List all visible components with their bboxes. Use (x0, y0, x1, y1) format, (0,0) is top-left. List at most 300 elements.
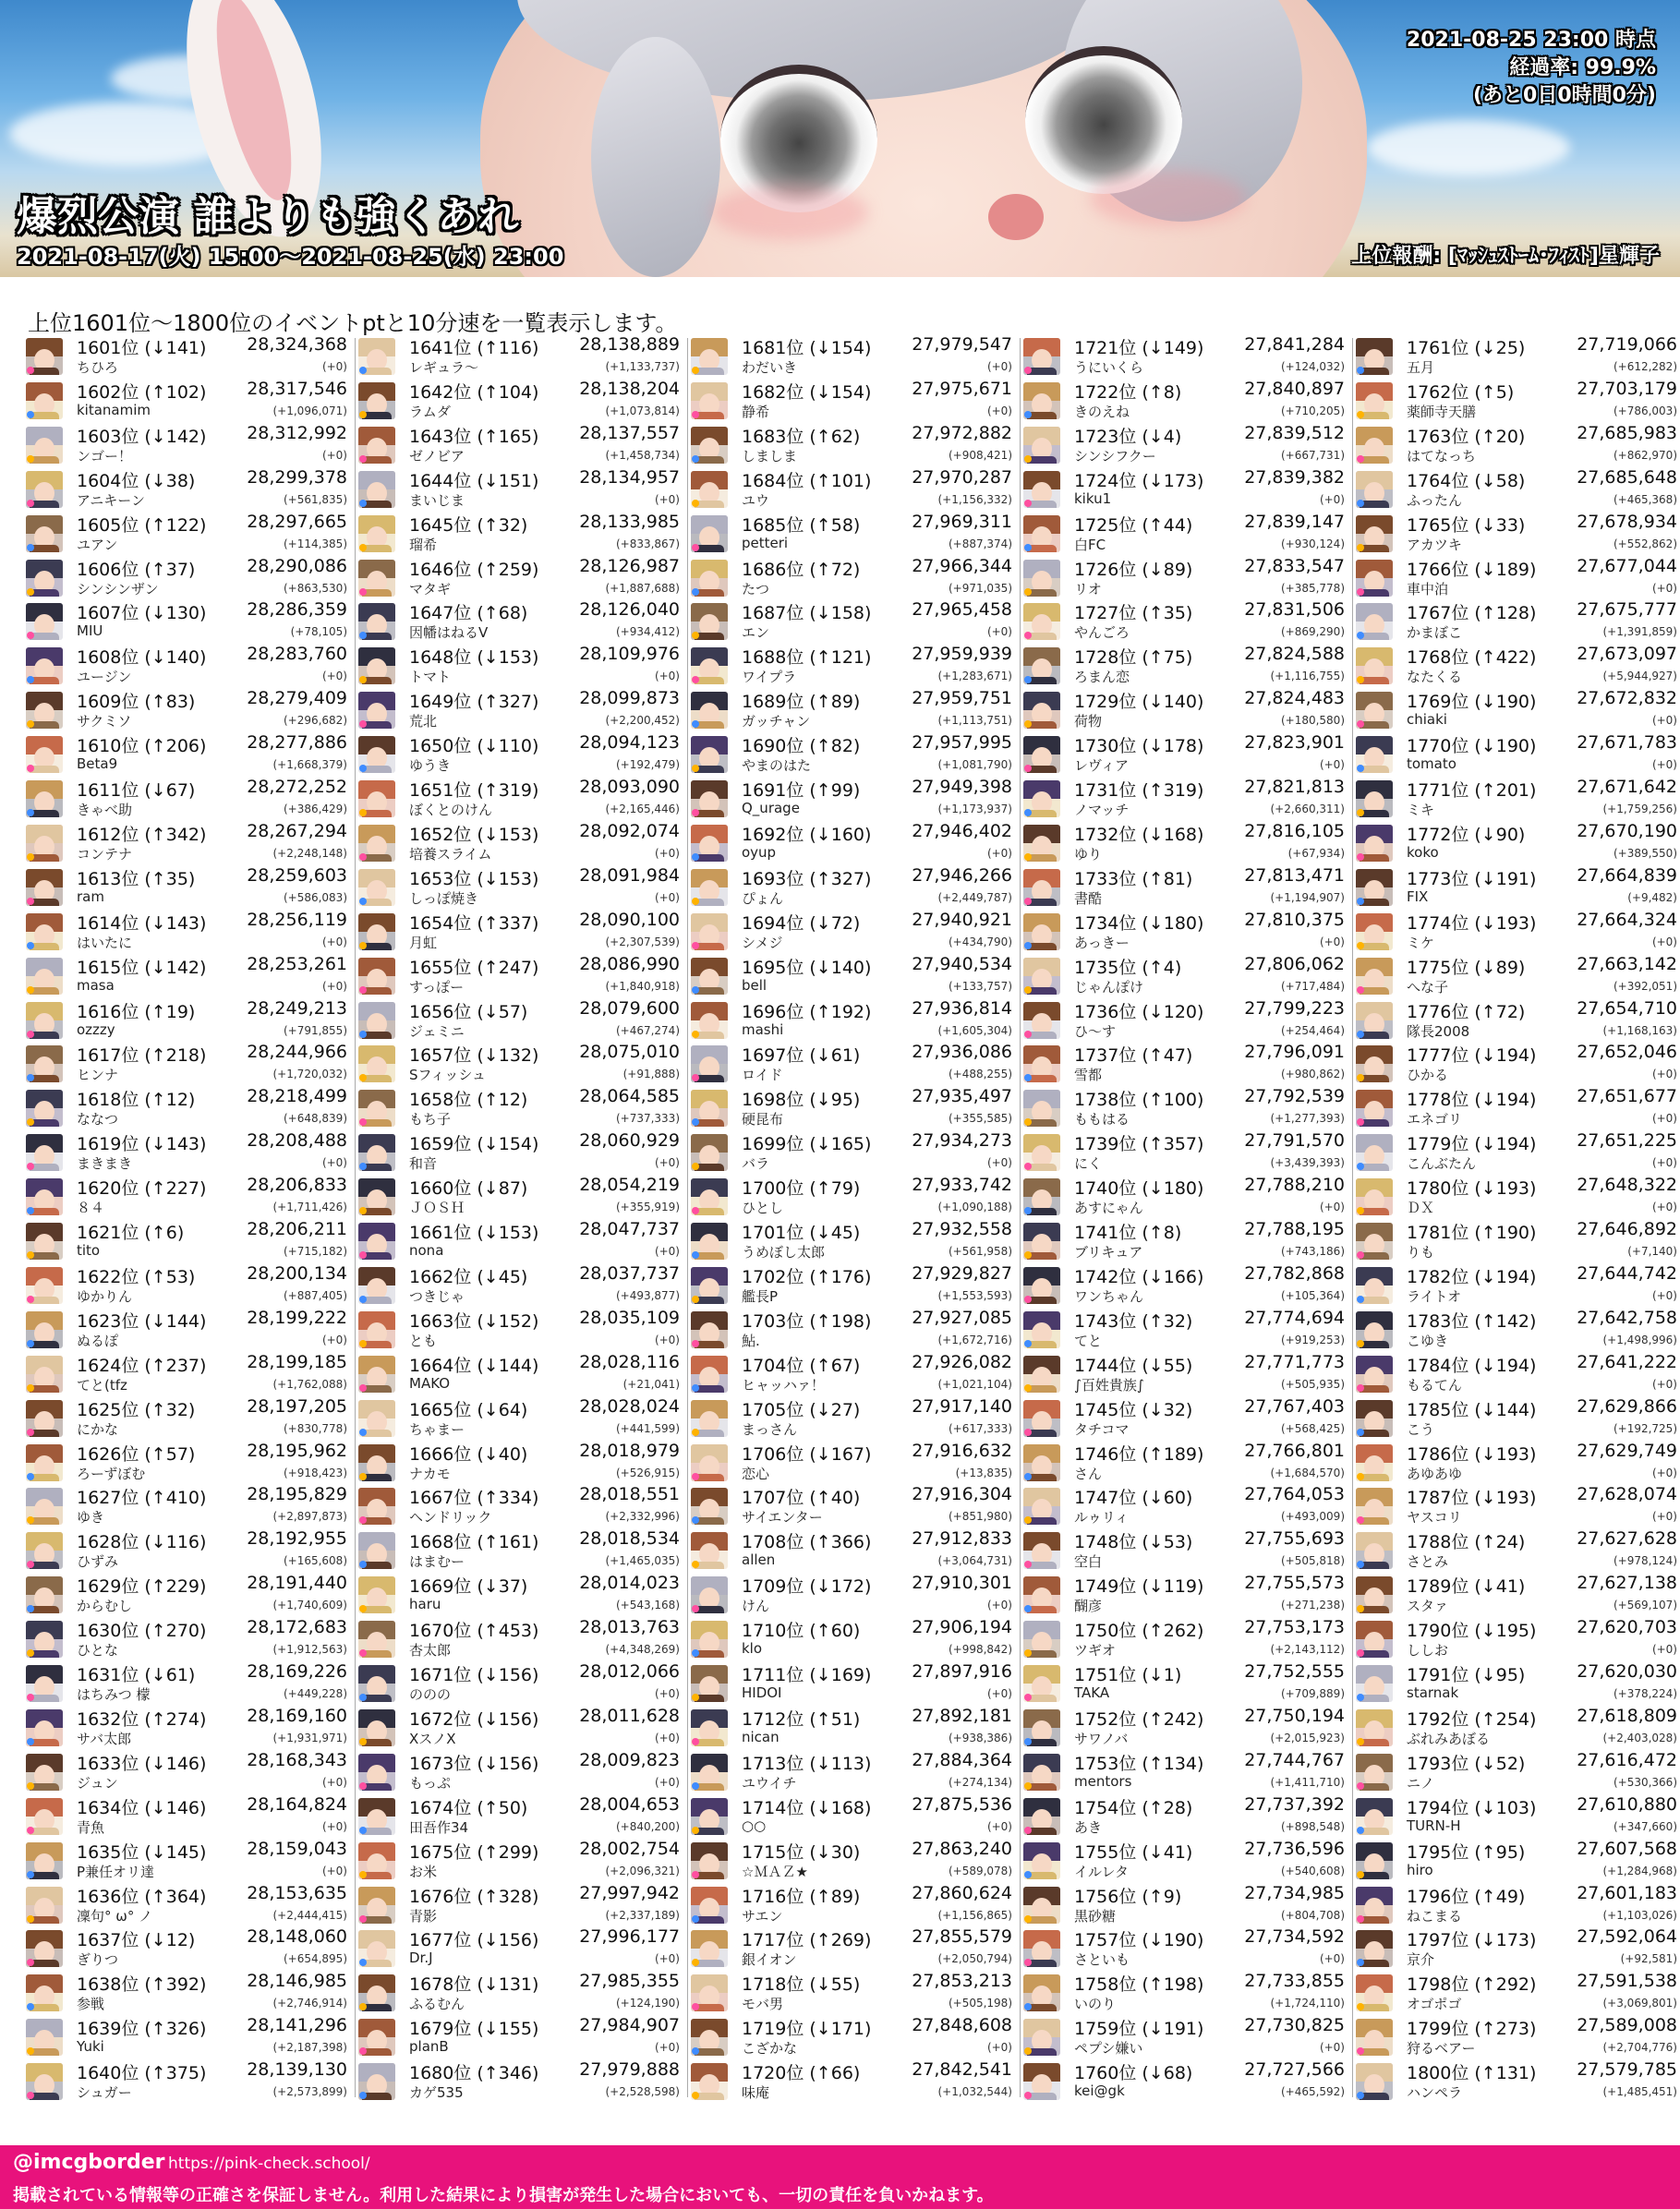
player-avatar (1023, 1090, 1060, 1127)
player-avatar (1356, 1178, 1393, 1215)
ten-minute-speed: (+2,573,899) (272, 2085, 347, 2099)
ten-minute-speed: (+180,580) (1280, 714, 1345, 728)
player-name: オゴポゴ (1407, 1996, 1462, 2013)
player-avatar (691, 1002, 728, 1039)
ranking-entry (1356, 954, 1680, 998)
attribute-dot (1357, 1340, 1364, 1347)
disclaimer-text: 掲載されている情報等の正確さを保証しません。利用した結果により損害が発生した場合においても、一切の責任を負いかねます。 (13, 2186, 994, 2205)
ranking-entry (1023, 1750, 1348, 1794)
event-points: 27,753,173 (1244, 1617, 1345, 1638)
player-avatar (691, 1267, 728, 1304)
rank-label: 1733位 (↑81) (1074, 868, 1193, 889)
ranking-entry (1023, 865, 1348, 910)
event-points: 28,014,023 (579, 1573, 680, 1594)
player-name: さん (1074, 1465, 1103, 1482)
event-points: 28,139,130 (247, 2059, 347, 2081)
event-points: 28,259,603 (247, 864, 347, 886)
ten-minute-speed: (+133,757) (948, 979, 1012, 993)
player-avatar (1356, 1576, 1393, 1613)
event-points: 27,675,777 (1577, 599, 1677, 621)
player-name: こう (1407, 1420, 1435, 1438)
player-name: サエン (742, 1907, 783, 1925)
rank-label: 1723位 (↓4) (1074, 426, 1182, 447)
player-name: 硬昆布 (742, 1111, 784, 1129)
player-avatar (691, 1045, 728, 1082)
rank-label: 1770位 (↓190) (1407, 736, 1537, 757)
rank-label: 1620位 (↑227) (77, 1178, 207, 1200)
player-avatar (691, 2063, 728, 2100)
ten-minute-speed: (+869,290) (1280, 625, 1345, 639)
rank-label: 1705位 (↓27) (742, 1399, 861, 1420)
ten-minute-speed: (+386,429) (283, 803, 347, 815)
attribute-dot (27, 1871, 34, 1878)
event-points: 27,788,195 (1244, 1219, 1345, 1239)
ten-minute-speed: (+2,746,914) (272, 1997, 347, 2010)
player-avatar (26, 1090, 63, 1127)
attribute-dot (692, 1915, 699, 1923)
ten-minute-speed: (+1,156,332) (937, 492, 1012, 506)
player-name: ユージン (77, 669, 132, 686)
player-name: シンシフクー (1074, 447, 1156, 465)
player-avatar (26, 692, 63, 729)
attribute-dot (1357, 853, 1364, 861)
player-avatar (1356, 1356, 1393, 1393)
player-name: starnak (1407, 1684, 1459, 1701)
player-name: ゆき (77, 1509, 105, 1527)
top-reward: 上位報酬: [ﾏｯｼｭｽﾄｰﾑ･ﾌｨｽﾄ]星輝子 (1351, 245, 1660, 268)
player-name: XスノX (409, 1730, 456, 1747)
player-avatar (1023, 1223, 1060, 1260)
player-avatar (1356, 1045, 1393, 1082)
event-points: 27,984,907 (579, 2015, 680, 2036)
player-name: 和音 (409, 1155, 438, 1173)
rank-label: 1669位 (↓37) (409, 1576, 528, 1598)
player-name: 青魚 (77, 1818, 105, 1836)
rank-label: 1734位 (↓180) (1074, 912, 1204, 934)
event-points: 27,734,985 (1244, 1882, 1345, 1903)
event-points: 27,607,568 (1577, 1838, 1677, 1859)
attribute-dot (1024, 1296, 1032, 1303)
player-avatar (1023, 692, 1060, 729)
ten-minute-speed: (+124,190) (615, 1997, 680, 2010)
ranking-entry (1023, 910, 1348, 954)
ten-minute-speed: (+862,970) (1613, 448, 1677, 462)
player-name: 荷物 (1074, 713, 1103, 730)
event-points: 27,979,547 (912, 334, 1012, 355)
player-name: planB (409, 2038, 449, 2056)
event-points: 27,975,671 (912, 378, 1012, 399)
ten-minute-speed: (+1,498,996) (1602, 1333, 1677, 1346)
event-points: 28,094,123 (579, 732, 680, 754)
player-name: ミケ (1407, 934, 1435, 951)
player-name: カゲ535 (409, 2084, 464, 2102)
event-points: 27,685,983 (1577, 422, 1677, 443)
attribute-dot (692, 986, 699, 994)
event-points: 28,018,534 (579, 1528, 680, 1550)
rank-label: 1640位 (↑375) (77, 2063, 207, 2084)
player-name: アカツキ (1407, 536, 1462, 553)
player-avatar (691, 515, 728, 552)
player-avatar (358, 869, 395, 906)
ranking-entry (1023, 512, 1348, 556)
attribute-dot (1357, 1915, 1364, 1923)
rank-label: 1687位 (↓158) (742, 603, 872, 624)
event-points: 28,075,010 (579, 1042, 680, 1063)
player-name: ししお (1407, 1642, 1449, 1660)
ranking-entry (1356, 1528, 1680, 1573)
ten-minute-speed: (+0) (1651, 1156, 1677, 1170)
event-points: 27,897,916 (912, 1661, 1012, 1682)
ten-minute-speed: (+1,668,379) (272, 758, 347, 772)
twitter-handle-link[interactable]: @imcgborder (13, 2151, 165, 2174)
player-name: klo (742, 1640, 763, 1658)
rank-label: 1776位 (↑72) (1407, 1001, 1526, 1022)
ten-minute-speed: (+0) (1651, 758, 1677, 772)
player-avatar (1356, 869, 1393, 906)
rank-label: 1682位 (↓154) (742, 381, 872, 403)
player-name: 凜句° ω° ノ (77, 1907, 153, 1925)
ranking-entry (1023, 954, 1348, 998)
attribute-dot (692, 411, 699, 418)
rank-label: 1677位 (↓156) (409, 1930, 539, 1951)
ranking-entry (691, 1661, 1016, 1706)
player-avatar (691, 1134, 728, 1171)
ranking-entry (358, 1263, 683, 1308)
event-points: 27,579,785 (1577, 2059, 1677, 2081)
footer-bar (0, 2145, 1680, 2209)
ranking-entry (358, 1308, 683, 1352)
event-points: 28,279,409 (247, 688, 347, 709)
event-points: 27,755,693 (1244, 1528, 1345, 1550)
event-points: 27,644,742 (1577, 1262, 1677, 1284)
event-points: 28,283,760 (247, 644, 347, 665)
rank-label: 1767位 (↑128) (1407, 603, 1537, 624)
ten-minute-speed: (+2,143,112) (1270, 1643, 1345, 1657)
ranking-entry (358, 2059, 683, 2104)
event-points: 28,086,990 (579, 953, 680, 974)
rank-label: 1632位 (↑274) (77, 1708, 207, 1730)
event-points: 27,620,030 (1577, 1661, 1677, 1682)
ten-minute-speed: (+505,818) (1280, 1554, 1345, 1568)
ranking-entry (691, 1308, 1016, 1352)
ten-minute-speed: (+21,041) (622, 1377, 680, 1391)
ranking-entry (358, 821, 683, 865)
ranking-entry (358, 1794, 683, 1839)
event-points: 28,011,628 (579, 1705, 680, 1726)
player-name: まいじま (409, 491, 465, 509)
player-avatar (1023, 338, 1060, 375)
rank-label: 1761位 (↓25) (1407, 338, 1526, 358)
player-name: 書酷 (1074, 889, 1103, 907)
update-timestamp: 2021-08-25 23:00 時点 (1406, 29, 1656, 52)
event-points: 28,159,043 (247, 1838, 347, 1859)
ranking-entry (1023, 1971, 1348, 2015)
attribute-dot (692, 1827, 699, 1834)
ranking-entry (358, 512, 683, 556)
ranking-entry (1023, 334, 1348, 379)
player-name: mentors (1074, 1772, 1132, 1790)
event-points: 28,047,737 (579, 1219, 680, 1239)
attribute-dot (27, 1340, 34, 1347)
rank-label: 1655位 (↑247) (409, 957, 539, 978)
attribute-dot (1357, 455, 1364, 463)
ranking-entry (1356, 821, 1680, 865)
player-name: しましま (742, 447, 798, 465)
player-avatar (26, 1488, 63, 1525)
event-points: 27,863,240 (912, 1838, 1012, 1859)
player-name: ねこまる (1407, 1907, 1463, 1925)
event-points: 28,256,119 (247, 909, 347, 930)
ten-minute-speed: (+863,530) (283, 581, 347, 595)
player-avatar (26, 338, 63, 375)
attribute-dot (27, 1827, 34, 1834)
player-name: mashi (742, 1020, 784, 1038)
rank-label: 1748位 (↓53) (1074, 1532, 1193, 1553)
ten-minute-speed: (+830,778) (283, 1421, 347, 1435)
rank-label: 1740位 (↓180) (1074, 1178, 1204, 1200)
player-avatar (1023, 1311, 1060, 1348)
ten-minute-speed: (+1,605,304) (937, 1023, 1012, 1037)
attribute-dot (27, 1782, 34, 1790)
event-points: 28,093,090 (579, 777, 680, 797)
player-avatar (691, 427, 728, 464)
attribute-dot (27, 500, 34, 507)
ranking-entry (358, 910, 683, 954)
ten-minute-speed: (+1,081,790) (937, 758, 1012, 772)
ten-minute-speed: (+505,935) (1280, 1377, 1345, 1391)
ten-minute-speed: (+2,307,539) (605, 935, 680, 948)
player-name: はいたに (77, 934, 133, 951)
attribute-dot (1024, 500, 1032, 507)
ranking-entry (691, 1086, 1016, 1130)
ten-minute-speed: (+530,366) (1613, 1775, 1677, 1789)
event-points: 27,651,677 (1577, 1086, 1677, 1107)
ten-minute-speed: (+2,096,321) (605, 1864, 680, 1877)
event-points: 27,965,458 (912, 599, 1012, 621)
attribute-dot (1357, 588, 1364, 596)
ten-minute-speed: (+1,113,751) (937, 714, 1012, 728)
player-name: コンテナ (77, 845, 133, 863)
event-points: 27,875,536 (912, 1793, 1012, 1815)
ten-minute-speed: (+2,165,446) (605, 803, 680, 815)
rank-label: 1674位 (↑50) (409, 1797, 528, 1818)
ranking-entry (26, 556, 351, 600)
player-avatar (1023, 1665, 1060, 1702)
event-points: 28,324,368 (247, 334, 347, 355)
player-avatar (26, 1798, 63, 1835)
event-points: 28,126,040 (579, 599, 680, 621)
ten-minute-speed: (+0) (986, 404, 1012, 417)
player-name: もっぷ (409, 1774, 452, 1792)
ten-minute-speed: (+1,740,609) (272, 1599, 347, 1612)
player-avatar (358, 1621, 395, 1658)
player-avatar (1356, 2019, 1393, 2056)
player-name: いのり (1074, 1996, 1117, 2013)
ranking-entry (26, 599, 351, 644)
ranking-entry (1356, 379, 1680, 423)
event-points: 27,839,512 (1244, 422, 1345, 443)
event-points: 28,109,976 (579, 644, 680, 665)
event-points: 27,627,628 (1577, 1528, 1677, 1550)
column-divider (1020, 338, 1021, 2097)
attribute-dot (1357, 809, 1364, 816)
ranking-entry (26, 1308, 351, 1352)
ten-minute-speed: (+0) (986, 1687, 1012, 1700)
rank-label: 1788位 (↑24) (1407, 1532, 1526, 1553)
ranking-column (358, 334, 683, 2106)
rank-label: 1672位 (↓156) (409, 1708, 539, 1730)
ten-minute-speed: (+0) (654, 1245, 680, 1258)
rank-label: 1695位 (↓140) (742, 957, 872, 978)
rank-label: 1745位 (↓32) (1074, 1399, 1193, 1420)
ten-minute-speed: (+0) (654, 670, 680, 683)
ranking-entry (691, 1839, 1016, 1883)
rank-label: 1783位 (↑142) (1407, 1310, 1537, 1332)
player-avatar (1023, 1488, 1060, 1525)
player-name: 五月 (1407, 359, 1435, 376)
rank-label: 1678位 (↓131) (409, 1974, 539, 1996)
event-points: 27,736,596 (1244, 1838, 1345, 1859)
player-avatar (1023, 913, 1060, 950)
rank-label: 1627位 (↑410) (77, 1488, 207, 1509)
player-avatar (358, 780, 395, 817)
player-avatar (26, 515, 63, 552)
event-points: 27,810,375 (1244, 909, 1345, 930)
event-points: 27,663,142 (1577, 953, 1677, 974)
rank-label: 1604位 (↓38) (77, 470, 196, 491)
event-points: 27,664,324 (1577, 909, 1677, 930)
event-points: 27,912,833 (912, 1528, 1012, 1550)
rank-label: 1784位 (↓194) (1407, 1355, 1537, 1376)
ranking-entry (358, 1706, 683, 1750)
player-avatar (26, 471, 63, 508)
attribute-dot (359, 986, 367, 994)
attribute-dot (1024, 1251, 1032, 1259)
event-points: 27,719,066 (1577, 334, 1677, 355)
ranking-entry (358, 1130, 683, 1175)
ten-minute-speed: (+355,585) (948, 1112, 1012, 1126)
attribute-dot (27, 1915, 34, 1923)
rank-label: 1690位 (↑82) (742, 736, 861, 757)
attribute-dot (27, 1738, 34, 1745)
rank-label: 1652位 (↓153) (409, 824, 539, 845)
ranking-entry (1023, 1706, 1348, 1750)
rank-label: 1648位 (↓153) (409, 647, 539, 669)
attribute-dot (692, 1384, 699, 1392)
player-name: ゆかりん (77, 1287, 133, 1305)
ranking-entry (358, 1396, 683, 1441)
player-avatar (26, 560, 63, 597)
ten-minute-speed: (+1,032,544) (937, 2085, 1012, 2099)
ranking-entry (1023, 1573, 1348, 1617)
attribute-dot (359, 898, 367, 905)
event-points: 28,272,252 (247, 777, 347, 797)
rank-label: 1765位 (↓33) (1407, 514, 1526, 536)
player-avatar (1023, 1887, 1060, 1924)
player-avatar (1023, 780, 1060, 817)
rank-label: 1731位 (↑319) (1074, 780, 1204, 801)
ranking-entry (1356, 1308, 1680, 1352)
ten-minute-speed: (+980,862) (1280, 1068, 1345, 1081)
ranking-entry (1356, 2059, 1680, 2104)
player-avatar (1023, 1754, 1060, 1791)
ranking-entry (691, 1926, 1016, 1971)
player-name: ラムダ (409, 403, 451, 420)
event-points: 28,169,226 (247, 1661, 347, 1682)
attribute-dot (1024, 588, 1032, 596)
ten-minute-speed: (+441,599) (615, 1421, 680, 1435)
player-name: Dr.J (409, 1949, 433, 1967)
ranking-entry (691, 1706, 1016, 1750)
attribute-dot (27, 367, 34, 374)
ten-minute-speed: (+1,912,563) (272, 1643, 347, 1657)
rank-label: 1724位 (↓173) (1074, 470, 1204, 491)
player-name: わだいき (742, 359, 798, 376)
ranking-column (26, 334, 351, 2106)
rank-label: 1780位 (↓193) (1407, 1178, 1537, 1200)
ten-minute-speed: (+0) (986, 1599, 1012, 1612)
event-points: 28,244,966 (247, 1042, 347, 1063)
player-avatar (26, 736, 63, 773)
player-name: あゆあゆ (1407, 1465, 1463, 1482)
rank-label: 1661位 (↓153) (409, 1223, 539, 1243)
rank-label: 1722位 (↑8) (1074, 381, 1182, 403)
ten-minute-speed: (+1,073,814) (605, 404, 680, 417)
rank-label: 1708位 (↑366) (742, 1532, 872, 1553)
ranking-entry (1356, 1263, 1680, 1308)
site-url-link[interactable]: https://pink-check.school/ (168, 2155, 370, 2173)
ten-minute-speed: (+355,919) (615, 1201, 680, 1214)
ranking-entry (358, 423, 683, 467)
player-name: タチコマ (1074, 1420, 1130, 1438)
ranking-entry (1356, 1839, 1680, 1883)
attribute-dot (1024, 898, 1032, 905)
event-points: 27,959,939 (912, 644, 1012, 665)
player-avatar (1023, 1400, 1060, 1437)
event-points: 28,054,219 (579, 1175, 680, 1196)
player-name: 因幡はねるV (409, 624, 489, 642)
ranking-entry (691, 1263, 1016, 1308)
player-name: TURN-H (1407, 1817, 1461, 1834)
ranking-entry (1356, 1883, 1680, 1927)
event-points: 28,138,204 (579, 378, 680, 399)
player-name: TAKA (1074, 1684, 1110, 1701)
attribute-dot (359, 367, 367, 374)
rank-label: 1763位 (↑20) (1407, 426, 1526, 447)
rank-label: 1630位 (↑270) (77, 1621, 207, 1642)
player-name: シメジ (742, 934, 783, 951)
player-name: ロイド (742, 1067, 783, 1084)
event-points: 27,642,758 (1577, 1307, 1677, 1328)
rank-label: 1730位 (↓178) (1074, 736, 1204, 757)
event-points: 27,703,179 (1577, 378, 1677, 399)
player-avatar (1356, 1444, 1393, 1481)
player-avatar (358, 1665, 395, 1702)
player-avatar (1356, 427, 1393, 464)
ranking-entry (1023, 732, 1348, 777)
rank-label: 1704位 (↑67) (742, 1355, 861, 1376)
ranking-entry (1356, 910, 1680, 954)
player-avatar (1023, 1134, 1060, 1171)
character-blush-illustration (711, 185, 868, 240)
player-name: P兼任オリ達 (77, 1863, 155, 1880)
player-avatar (358, 560, 395, 597)
attribute-dot (692, 1340, 699, 1347)
event-points: 27,840,897 (1244, 378, 1345, 399)
ranking-entry (691, 2015, 1016, 2059)
player-avatar (26, 1532, 63, 1569)
player-avatar (691, 471, 728, 508)
